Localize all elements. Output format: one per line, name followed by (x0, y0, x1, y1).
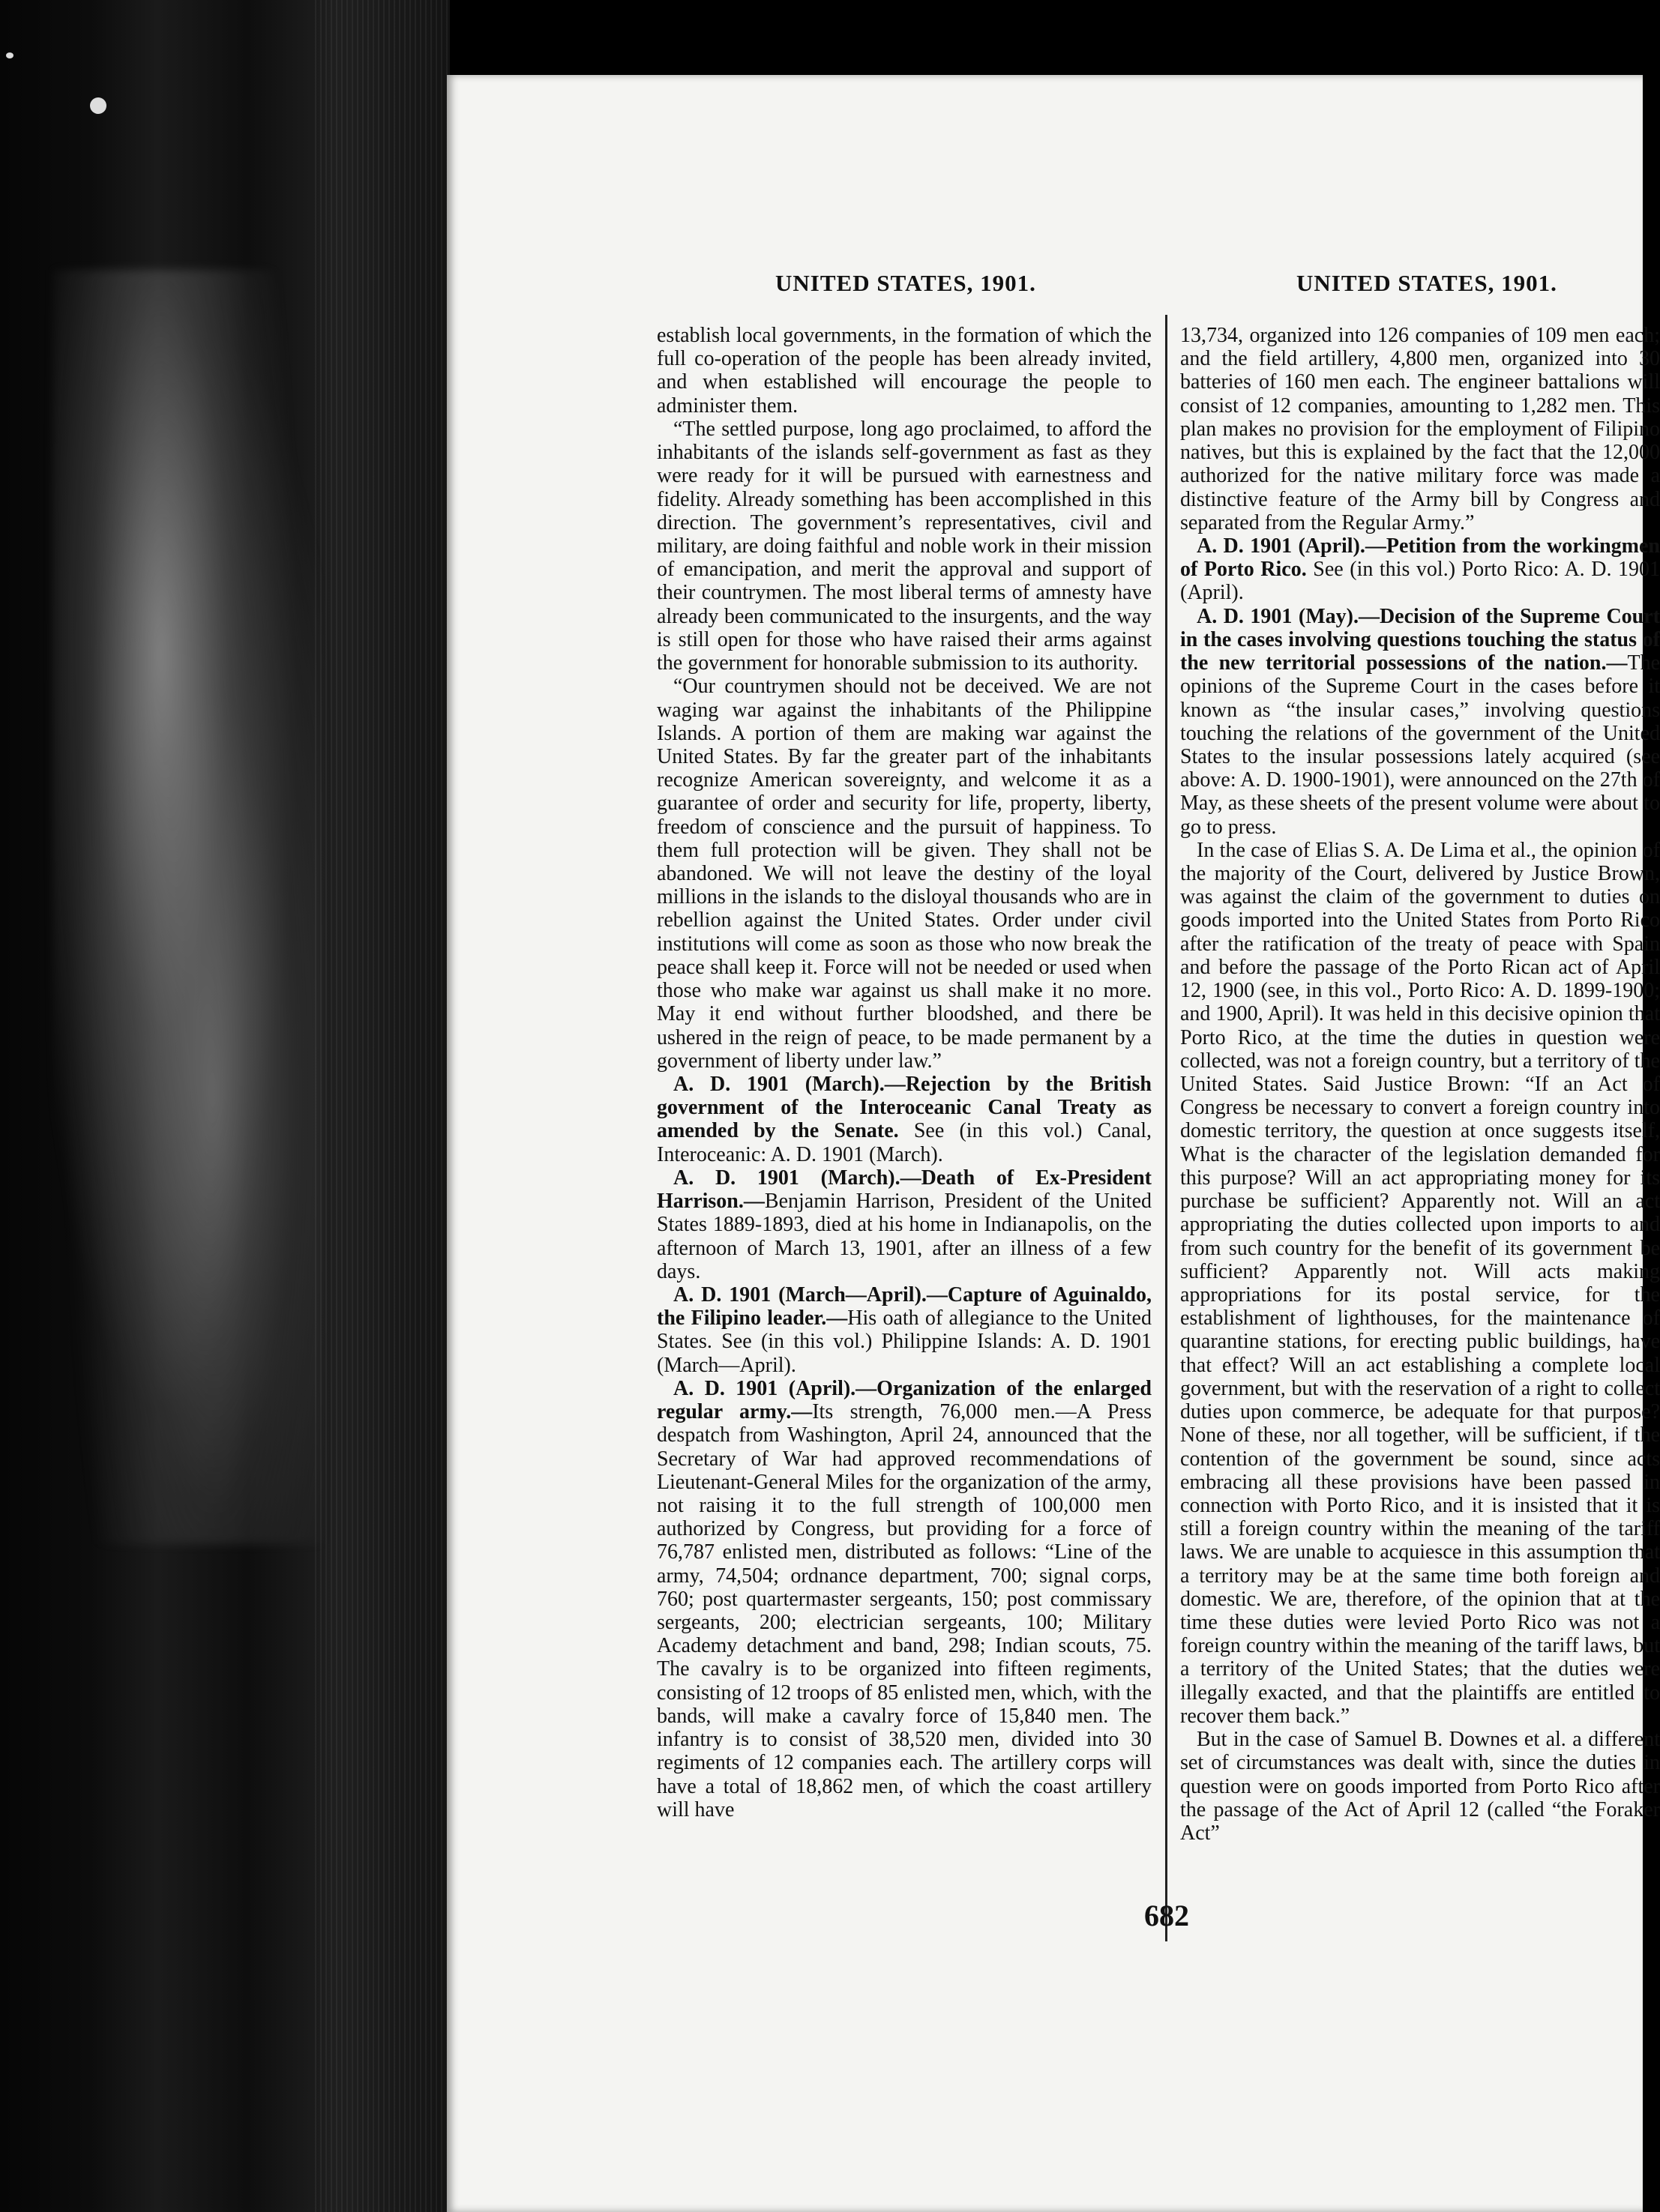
running-header-right: UNITED STATES, 1901. (1296, 270, 1557, 296)
paragraph: In the case of Elias S. A. De Lima et al., the opinion of the majority of the Court, delivered by Justice Brown, was against the claim of the government to duties on goods imported into the United States from Porto Rico after the ratification of the treaty of peace with Spain and before the passage of the Porto Rican act of April 12, 1900 (see, in this vol., Porto Rico: A. D. 1899-1900; and 1900, April). It was held in this decisive opinion that Porto Rico, at the time the duties in question were collected, was not a foreign country, but a territory of the United States. Said Justice Brown: “If an Act of Congress be necessary to convert a foreign country into domestic territory, the question at once suggests itself, What is the character of the legislation demanded for this purpose? Will an act appropriating money for its purchase be sufficient? Apparently not. Will an act appropriating the duties collected upon imports to and from such country for the benefit of its government be sufficient? Apparently not. Will acts making appropriations for its postal service, for the establishment of lighthouses, for the maintenance of quarantine stations, for erecting public buildings, have that effect? Will an act establishing a complete local government, but with the reservation of a right to collect duties upon commerce, be adequate for that purpose? None of these, nor all together, will be sufficient, if the contention of the government be sound, since acts embracing all these provisions have been passed in connection with Porto Rico, and it is insisted that it is still a foreign country within the meaning of the tariff laws. We are unable to acquiesce in this assumption that a territory may be at the same time both foreign and domestic. We are, therefore, of the opinion that at the time these duties were levied Porto Rico was not a foreign country within the meaning of the tariff laws, but a territory of the United States; that the duties were illegally exacted, and that the plaintiffs are entitled to recover them back.” (1180, 838, 1660, 1728)
paragraph: A. D. 1901 (March—April).—Capture of Aguinaldo, the Filipino leader.—His oath of allegiance to the United States. See (in this vol.) Philippine Islands: A. D. 1901 (March—April). (657, 1283, 1152, 1377)
paragraph: A. D. 1901 (March).—Rejection by the British government of the Interoceanic Canal Treaty as amended by the Senate. See (in this vol.) Canal, Interoceanic: A. D. 1901 (March). (657, 1073, 1152, 1166)
dust-speck (90, 97, 106, 114)
paragraph: “Our countrymen should not be deceived. We are not waging war against the inhabitants of the Philippine Islands. A portion of them are making war against the United States. By far the greater part of the inhabitants recognize American sovereignty, and welcome it as a guarantee of order and security for life, property, liberty, freedom of conscience and the pursuit of happiness. To them full protection will be given. They shall not be abandoned. We will not leave the destiny of the loyal millions in the islands to the disloyal thousands who are in rebellion against the United States. Order under civil institutions will come as soon as those who now break the peace shall keep it. Force will not be needed or used when those who make war against us shall make it no more. May it end without further bloodshed, and there be ushered in the reign of peace, to be made permanent by a government of liberty under law.” (657, 675, 1152, 1073)
paragraph: 13,734, organized into 126 companies of 109 men each; and the field artillery, 4,800 men, organized into 30 batteries of 160 men each. The engineer battalions will consist of 12 companies, amounting to 1,282 men. This plan makes no provision for the employment of Filipino natives, but this is explained by the fact that the 12,000 authorized for the native military force was made a distinctive feature of the Army bill by Congress and separated from the Regular Army.” (1180, 324, 1660, 534)
running-header-left: UNITED STATES, 1901. (775, 270, 1036, 296)
text-column-right (1180, 324, 1660, 2070)
page-number: 682 (1144, 1899, 1189, 1932)
paragraph: A. D. 1901 (May).—Decision of the Supreme Court in the cases involving questions touching the status of the new territorial possessions of the nation.—The opinions of the Supreme Court in the cases before it known as “the insular cases,” involving questions touching the relations of the government of the United States to the insular possessions lately acquired (see above: A. D. 1900-1901), were announced on the 27th of May, as these sheets of the present volume were about to go to press. (1180, 604, 1660, 839)
paragraph: establish local governments, in the formation of which the full co-operation of the people has been already invited, and when established will encourage the people to administer them. (657, 324, 1152, 418)
paragraph: “The settled purpose, long ago proclaimed, to afford the inhabitants of the islands self-government as fast as they were ready for it will be pursued with earnestness and fidelity. Already something has been accomplished in this direction. The government’s representatives, civil and military, are doing faithful and noble work in their mission of emancipation, and merit the approval and support of their countrymen. The most liberal terms of amnesty have already been communicated to the insurgents, and the way is still open for those who have raised their arms against the government for honorable submission to its authority. (657, 417, 1152, 675)
bleed-through-stain (52, 270, 322, 1544)
dust-speck (6, 52, 13, 58)
paragraph: But in the case of Samuel B. Downes et al. a different set of circumstances was dealt with, since the duties in question were on goods imported from Porto Rico after the passage of the Act of April 12 (called “the Foraker Act” (1180, 1728, 1660, 1845)
paragraph: A. D. 1901 (April).—Organization of the enlarged regular army.—Its strength, 76,000 men.—A Press despatch from Washington, April 24, announced that the Secretary of War had approved recommendations of Lieutenant-General Miles for the organization of the army, not raising it to the full strength of 100,000 men authorized by Congress, but providing for a force of 76,787 enlisted men, distributed as follows: “Line of the army, 74,504; ordnance department, 700; signal corps, 760; post quartermaster sergeants, 150; post commissary sergeants, 200; electrician sergeants, 100; Military Academy detachment and band, 298; Indian scouts, 75. The cavalry is to be organized into fifteen regiments, consisting of 12 troops of 85 enlisted men, which, with the bands, will make a cavalry force of 15,840 men. The infantry is to consist of 38,520 men, divided into 30 regiments of 12 companies each. The artillery corps will have a total of 18,862 men, of which the coast artillery will have (657, 1376, 1152, 1821)
column-divider (1165, 315, 1167, 1941)
paragraph: A. D. 1901 (April).—Petition from the workingmen of Porto Rico. See (in this vol.) Porto Rico: A. D. 1901 (April). (1180, 534, 1660, 605)
document-page (447, 75, 1660, 2212)
paragraph: A. D. 1901 (March).—Death of Ex-President Harrison.—Benjamin Harrison, President of the United States 1889-1893, died at his home in Indianapolis, on the afternoon of March 13, 1901, after an illness of a few days. (657, 1166, 1152, 1283)
text-column-left (657, 324, 1152, 1920)
scan-streaks (315, 0, 450, 2212)
